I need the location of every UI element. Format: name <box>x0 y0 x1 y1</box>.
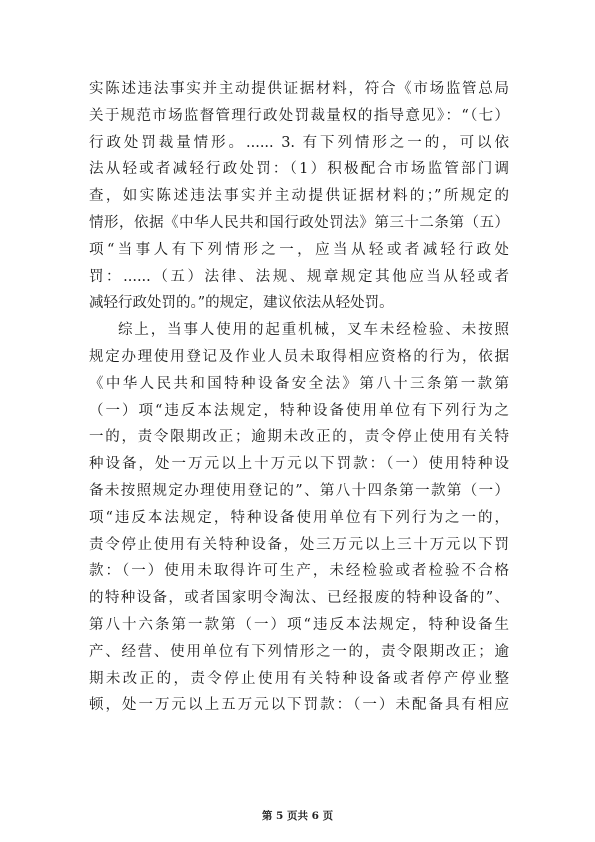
text-line: 情形，依据《中华人民共和国行政处罚法》第三十二条第（五） <box>89 214 509 231</box>
text-line: 期未改正的，责令停止使用有关特种设备或者停产停业整 <box>89 670 509 687</box>
text-line: 的特种设备，或者国家明令淘汰、已经报废的特种设备的”、 <box>89 590 509 607</box>
text-line: （一）项“违反本法规定，特种设备使用单位有下列行为之 <box>89 402 509 419</box>
text-line: 责令停止使用有关特种设备，处三万元以上三十万元以下罚 <box>89 536 509 553</box>
text-line: 实陈述违法事实并主动提供证据材料，符合《市场监管总局 <box>89 81 509 97</box>
paragraph-first-line: 综上，当事人使用的起重机械，叉车未经检验、未按照 <box>118 322 509 339</box>
text-line: 款：（一）使用未取得许可生产，未经检验或者检验不合格 <box>89 563 509 580</box>
text-line: 产、经营、使用单位有下列情形之一的，责令限期改正；逾 <box>89 643 509 660</box>
text-line: 《中华人民共和国特种设备安全法》第八十三条第一款第 <box>89 375 509 392</box>
text-line: 项“当事人有下列情形之一，应当从轻或者减轻行政处 <box>89 241 509 258</box>
text-line: 关于规范市场监督管理行政处罚裁量权的指导意见》：“（七） <box>89 107 509 124</box>
text-line: 罚：......（五）法律、法规、规章规定其他应当从轻或者 <box>89 268 509 285</box>
text-line: 法从轻或者减轻行政处罚：（1）积极配合市场监管部门调 <box>89 161 509 178</box>
page-number-footer: 第 5 页共 6 页 <box>261 810 334 822</box>
text-line: 第八十六条第一款第（一）项“违反本法规定，特种设备生 <box>89 616 509 633</box>
text-line: 查，如实陈述违法事实并主动提供证据材料的；”所规定的 <box>89 188 509 205</box>
body-text <box>89 76 509 719</box>
text-line: 规定办理使用登记及作业人员未取得相应资格的行为，依据 <box>89 348 509 365</box>
text-line: 种设备，处一万元以上十万元以下罚款：（一）使用特种设 <box>89 456 509 473</box>
text-line: 减轻行政处罚的。”的规定，建议依法从轻处罚。 <box>89 295 394 312</box>
text-line: 行政处罚裁量情形。...... 3. 有下列情形之一的，可以依 <box>89 134 509 151</box>
text-line: 项“违反本法规定，特种设备使用单位有下列行为之一的， <box>89 509 509 526</box>
text-line: 备未按照规定办理使用登记的”、第八十四条第一款第（一） <box>89 482 509 499</box>
text-line: 一的，责令限期改正；逾期未改正的，责令停止使用有关特 <box>89 429 509 446</box>
text-line: 顿，处一万元以上五万元以下罚款：（一）未配备具有相应 <box>89 697 509 714</box>
